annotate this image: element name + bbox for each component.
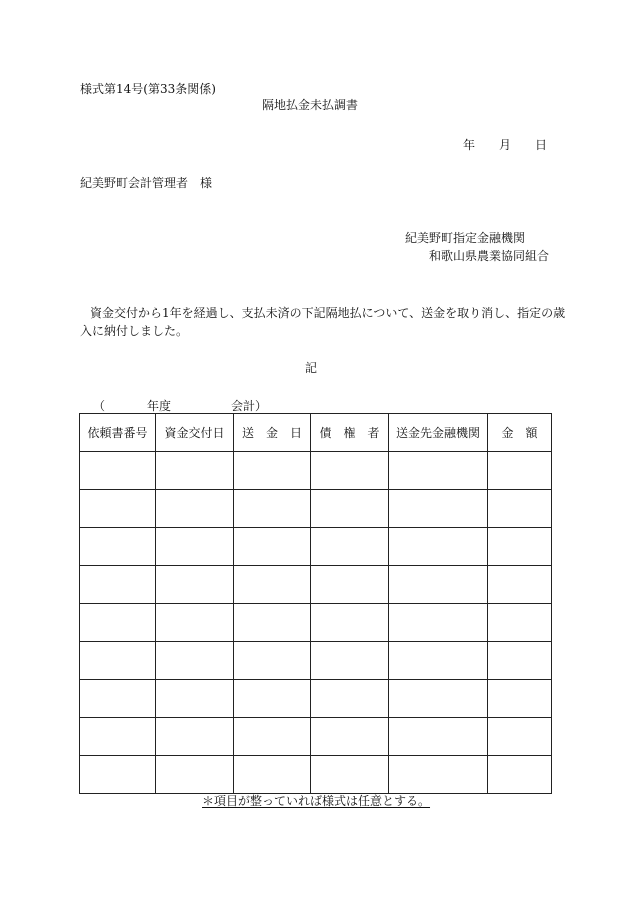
table-cell[interactable]: [234, 566, 311, 604]
table-cell[interactable]: [156, 642, 234, 680]
table-cell[interactable]: [311, 604, 389, 642]
table-cell[interactable]: [311, 680, 389, 718]
table-cell[interactable]: [389, 528, 488, 566]
table-cell[interactable]: [156, 604, 234, 642]
fiscal-account-line: [93, 400, 267, 412]
table-cell[interactable]: [234, 528, 311, 566]
table-row: [80, 718, 552, 756]
table-row: [80, 566, 552, 604]
table-cell[interactable]: [80, 604, 156, 642]
table-cell[interactable]: [488, 490, 552, 528]
table-header-row: [80, 414, 552, 452]
fiscal-year-label: 年度: [147, 399, 172, 413]
footnote: ＊項目が整っていれば様式は任意とする。: [202, 794, 431, 808]
table-cell[interactable]: [488, 566, 552, 604]
column-header-destination-bank: 送金先金融機関: [389, 414, 488, 452]
table-cell[interactable]: [80, 642, 156, 680]
form-number: 様式第14号(第33条関係): [80, 82, 216, 96]
table-cell[interactable]: [80, 718, 156, 756]
table-cell[interactable]: [156, 452, 234, 490]
table-row: [80, 756, 552, 794]
table-cell[interactable]: [80, 452, 156, 490]
table-cell[interactable]: [234, 718, 311, 756]
table-cell[interactable]: [311, 490, 389, 528]
fiscal-account-label: 会計）: [231, 399, 268, 413]
table-cell[interactable]: [389, 604, 488, 642]
table-cell[interactable]: [311, 566, 389, 604]
table-cell[interactable]: [234, 490, 311, 528]
fiscal-open-paren: （: [93, 399, 106, 413]
table-cell[interactable]: [311, 642, 389, 680]
table-cell[interactable]: [488, 452, 552, 490]
table-cell[interactable]: [156, 528, 234, 566]
table-cell[interactable]: [156, 490, 234, 528]
column-header-request-number: 依頼書番号: [80, 414, 156, 452]
table-cell[interactable]: [156, 566, 234, 604]
table-row: [80, 642, 552, 680]
sender-line-1: 紀美野町指定金融機関: [405, 231, 526, 245]
table-cell[interactable]: [156, 680, 234, 718]
addressee: 紀美野町会計管理者 様: [80, 176, 213, 190]
table-cell[interactable]: [80, 566, 156, 604]
date-month-label: 月: [499, 138, 512, 152]
date-year-label: 年: [463, 138, 476, 152]
table-cell[interactable]: [488, 756, 552, 794]
table-cell[interactable]: [488, 680, 552, 718]
column-header-creditor: 債 権 者: [311, 414, 389, 452]
table-cell[interactable]: [389, 566, 488, 604]
body-text-line-2: 入に納付しました。: [80, 324, 189, 338]
table-cell[interactable]: [389, 452, 488, 490]
table-cell[interactable]: [488, 528, 552, 566]
unpaid-remittance-table: [79, 413, 552, 794]
column-header-amount: 金 額: [488, 414, 552, 452]
document-title: 隔地払金未払調書: [262, 98, 359, 112]
table-cell[interactable]: [234, 642, 311, 680]
table-row: [80, 604, 552, 642]
table-cell[interactable]: [234, 604, 311, 642]
table-cell[interactable]: [311, 452, 389, 490]
table-cell[interactable]: [311, 718, 389, 756]
table-cell[interactable]: [389, 490, 488, 528]
table-cell[interactable]: [389, 680, 488, 718]
table-cell[interactable]: [389, 642, 488, 680]
table-cell[interactable]: [389, 756, 488, 794]
table-cell[interactable]: [488, 718, 552, 756]
table-row: [80, 680, 552, 718]
table-cell[interactable]: [311, 756, 389, 794]
sender-line-2: 和歌山県農業協同組合: [429, 249, 550, 263]
column-header-funding-date: 資金交付日: [156, 414, 234, 452]
table-cell[interactable]: [488, 604, 552, 642]
table-row: [80, 528, 552, 566]
table-cell[interactable]: [234, 680, 311, 718]
table-cell[interactable]: [389, 718, 488, 756]
table-cell[interactable]: [234, 756, 311, 794]
column-header-remittance-date: 送 金 日: [234, 414, 311, 452]
table-cell[interactable]: [234, 452, 311, 490]
table-row: [80, 452, 552, 490]
table-cell[interactable]: [80, 756, 156, 794]
date-day-label: 日: [535, 138, 548, 152]
table-cell[interactable]: [488, 642, 552, 680]
table-row: [80, 490, 552, 528]
table-cell[interactable]: [156, 718, 234, 756]
ki-label: 記: [305, 361, 318, 375]
table-cell[interactable]: [311, 528, 389, 566]
table-cell[interactable]: [80, 680, 156, 718]
table-cell[interactable]: [80, 490, 156, 528]
date-line: [463, 139, 547, 151]
table-cell[interactable]: [156, 756, 234, 794]
body-text-line-1: 資金交付から1年を経過し、支払未済の下記隔地払について、送金を取り消し、指定の歳: [90, 306, 566, 320]
table-cell[interactable]: [80, 528, 156, 566]
